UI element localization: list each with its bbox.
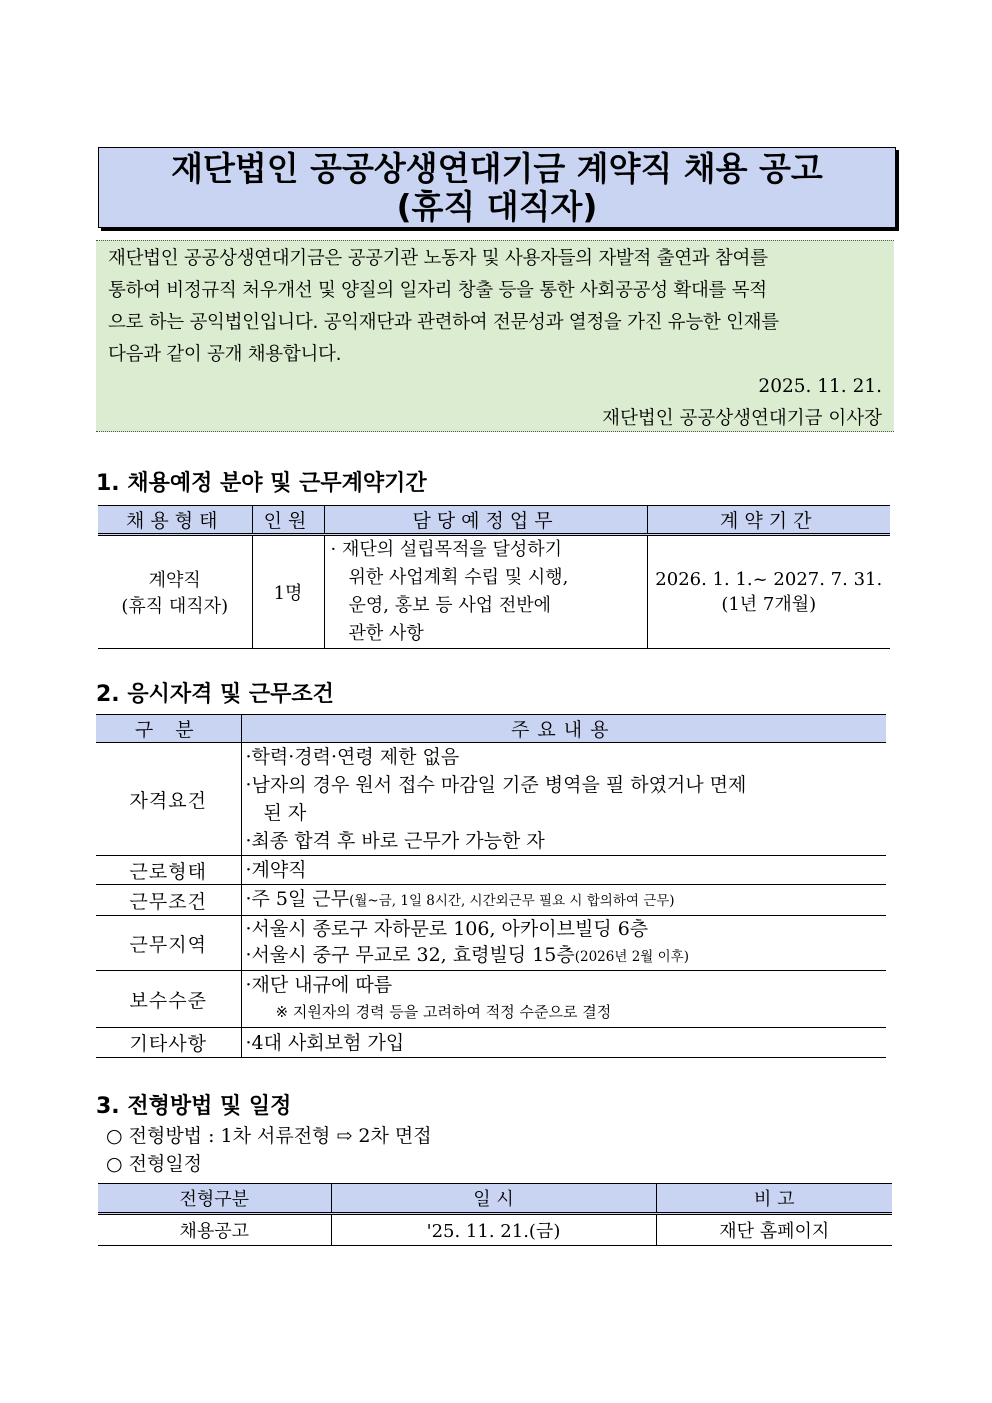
category-other: 기타사항 (96, 1028, 241, 1058)
content-line: ·계약직 (241, 856, 886, 885)
header-duty: 담당예정업무 (324, 506, 647, 535)
employment-type-note: (휴직 대직자) (121, 596, 229, 617)
section-2-heading: 2. 응시자격 및 근무조건 (96, 682, 334, 707)
intro-line: 으로 하는 공익법인입니다. 공익재단과 관련하여 전문성과 열정을 가진 유능한 인재를 (108, 312, 779, 333)
category-employment-form: 근로형태 (96, 856, 241, 885)
header-category: 구 분 (96, 715, 241, 743)
duty-line: 운영, 홍보 등 사업 전반에 (348, 595, 551, 616)
table-row (98, 535, 890, 649)
intro-line: 다음과 같이 공개 채용합니다. (108, 344, 342, 365)
table-row (96, 1028, 886, 1058)
selection-schedule-label: ○ 전형일정 (106, 1153, 203, 1175)
recruitment-field-table (98, 505, 890, 649)
header-remarks: 비 고 (656, 1184, 892, 1214)
qualification-table (96, 714, 886, 1058)
work-location-content (241, 916, 886, 971)
table-row (96, 916, 886, 971)
content-line: ·남자의 경우 원서 접수 마감일 기준 병역을 필 하였거나 면제 (245, 774, 747, 796)
category-working-conditions: 근무조건 (96, 885, 241, 916)
header-content: 주요내용 (241, 715, 886, 743)
contract-period-cell (647, 535, 890, 649)
salary-note: ※ 지원자의 경력 등을 고려하여 적정 수준으로 결정 (275, 1003, 612, 1021)
intro-line: 통하여 비정규직 처우개선 및 양질의 일자리 창출 등을 통한 사회공공성 확대를 목적 (108, 280, 767, 301)
employment-type-cell (98, 535, 252, 649)
selection-method: ○ 전형방법 : 1차 서류전형 ⇨ 2차 면접 (106, 1125, 432, 1147)
duty-line: · 재단의 설립목적을 달성하기 (330, 539, 563, 560)
content-line: ·주 5일 근무 (245, 888, 350, 910)
content-detail: (월~금, 1일 8시간, 시간외근무 필요 시 합의하여 근무) (349, 893, 675, 909)
header-employment-type: 채용형태 (98, 506, 252, 535)
working-conditions-content (241, 885, 886, 916)
content-line: ·학력·경력·연령 제한 없음 (245, 746, 460, 768)
table-row (96, 971, 886, 1028)
content-line: ·최종 합격 후 바로 근무가 가능한 자 (245, 830, 545, 852)
content-line: ·4대 사회보험 가입 (241, 1028, 886, 1058)
title-line-2: (휴직 대직자) (396, 186, 598, 226)
intro-box (96, 240, 894, 432)
header-headcount: 인원 (252, 506, 324, 535)
content-line: ·서울시 중구 무교로 32, 효령빌딩 15층 (245, 944, 575, 966)
datetime-cell: '25. 11. 21.(금) (331, 1214, 656, 1246)
category-qualification: 자격요건 (96, 743, 241, 856)
section-1-heading: 1. 채용예정 분야 및 근무계약기간 (96, 471, 427, 496)
table-row (98, 1214, 892, 1246)
content-line: ·서울시 종로구 자하문로 106, 아카이브빌딩 6층 (245, 918, 649, 940)
title-line-1: 재단법인 공공상생연대기금 계약직 채용 공고 (171, 148, 823, 188)
content-line: 된 자 (263, 802, 307, 824)
schedule-table (98, 1183, 892, 1246)
duty-line: 관한 사항 (348, 623, 424, 644)
intro-line: 재단법인 공공상생연대기금은 공공기관 노동자 및 사용자들의 자발적 출연과 참여를 (108, 248, 768, 269)
content-line: ·재단 내규에 따름 (245, 974, 393, 996)
header-datetime: 일 시 (331, 1184, 656, 1214)
page-title (98, 147, 896, 228)
table-row (96, 743, 886, 856)
header-contract-period: 계약기간 (647, 506, 890, 535)
contract-duration: (1년 7개월) (721, 593, 817, 615)
table-row (96, 885, 886, 916)
contract-period: 2026. 1. 1.~ 2027. 7. 31. (655, 568, 883, 590)
signature: 재단법인 공공상생연대기금 이사장 (602, 408, 882, 429)
category-salary: 보수수준 (96, 971, 241, 1028)
remarks-cell: 재단 홈페이지 (656, 1214, 892, 1246)
stage-cell: 채용공고 (98, 1214, 331, 1246)
announcement-date: 2025. 11. 21. (758, 376, 882, 397)
salary-content (241, 971, 886, 1028)
section-3-heading: 3. 전형방법 및 일정 (96, 1094, 292, 1119)
headcount: 1명 (252, 535, 324, 649)
content-detail: (2026년 2월 이후) (574, 949, 689, 965)
category-work-location: 근무지역 (96, 916, 241, 971)
employment-type: 계약직 (148, 570, 201, 591)
duty-line: 위한 사업계획 수립 및 시행, (348, 567, 569, 588)
table-row (96, 856, 886, 885)
qualification-content (241, 743, 886, 856)
header-stage: 전형구분 (98, 1184, 331, 1214)
duty-cell (324, 535, 647, 649)
